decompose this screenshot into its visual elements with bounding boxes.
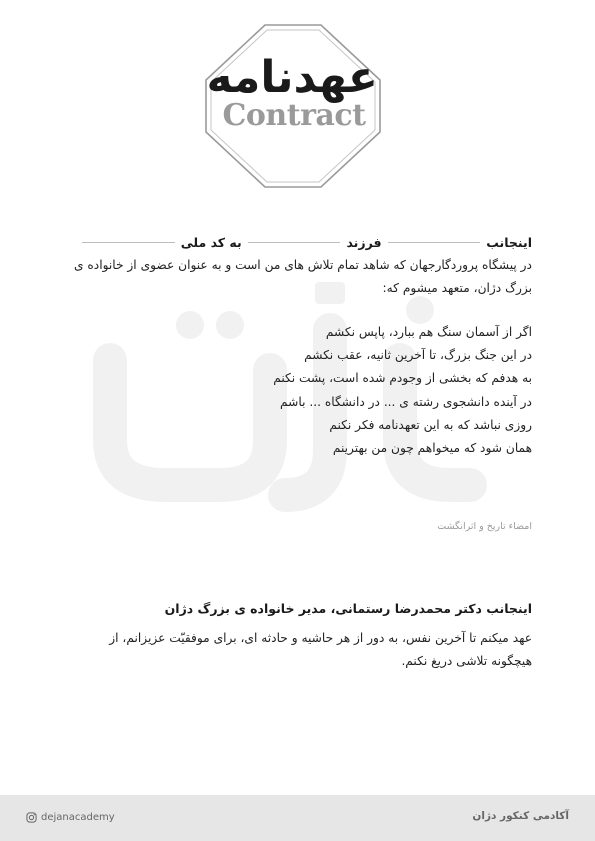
verse-line: روزی نباشد که به این تعهدنامه فکر نکنم xyxy=(329,417,532,432)
intro-paragraph: در پیشگاه پروردگارجهان که شاهد تمام تلاش های من است و به عنوان عضوی از خانواده ی بزرگ دژان، متعهد میشوم که: xyxy=(74,258,532,295)
verse-line: به هدفم که بخشی از وجودم شده است، پشت نکنم xyxy=(273,371,532,386)
label-child: فرزند xyxy=(346,234,382,250)
footer-bar xyxy=(0,795,595,841)
instagram-link[interactable] xyxy=(26,812,115,823)
title-english: Contract xyxy=(222,98,366,133)
verse-line: همان شود که میخواهم چون من بهترینم xyxy=(332,441,532,456)
footer-brand: آکادمی کنکور دژان xyxy=(472,810,569,822)
instagram-handle: dejanacademy xyxy=(41,812,115,823)
name-blank[interactable] xyxy=(388,242,481,243)
director-title: اینجانب دکتر محمدرضا رستمانی، مدیر خانواده ی بزرگ دژان xyxy=(164,601,532,616)
label-national-code: به کد ملی xyxy=(180,234,242,250)
signature-label: امضاء تاریخ و اثرانگشت xyxy=(437,521,532,532)
label-i: اینجانب xyxy=(486,234,532,250)
director-text: عهد میکنم تا آخرین نفس، به دور از هر حاشیه و حادثه ای، برای موفقیّت عزیزانم، از هیچگونه تلاشی دریغ نکنم. xyxy=(109,631,532,668)
national-code-blank[interactable] xyxy=(82,242,175,243)
instagram-icon xyxy=(26,812,37,823)
verse-line: در این جنگ بزرگ، تا آخرین ثانیه، عقب نکشم xyxy=(304,348,532,363)
pledge-fill-line xyxy=(76,232,532,252)
father-name-blank[interactable] xyxy=(248,242,341,243)
pledge-verses xyxy=(200,321,532,460)
verse-line: در آینده دانشجوی رشته ی ... در دانشگاه ... باشم xyxy=(280,394,532,409)
verse-line: اگر از آسمان سنگ هم ببارد، پاپس نکشم xyxy=(325,325,532,339)
title-persian: عهدنامه xyxy=(206,52,378,103)
